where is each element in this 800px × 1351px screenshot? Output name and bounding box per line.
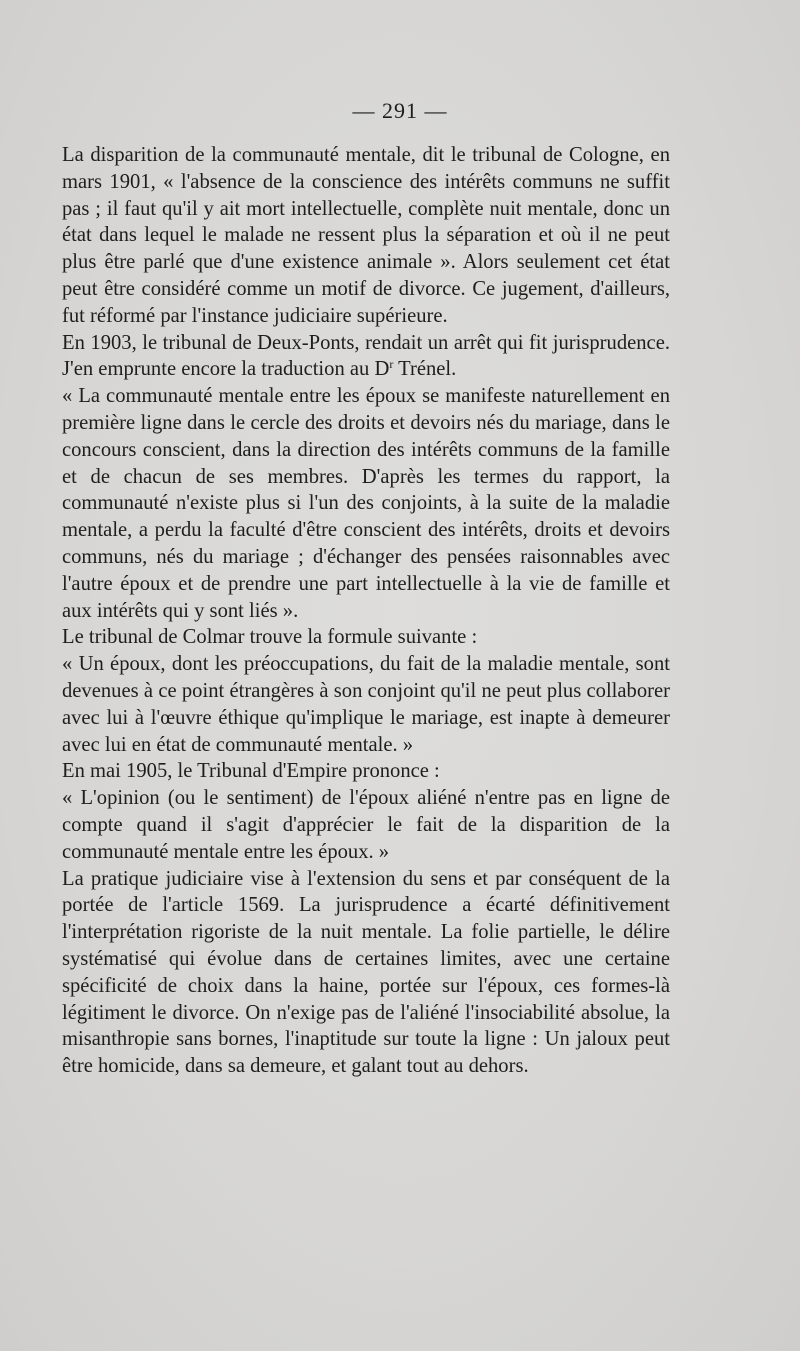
page-text [62,142,670,1080]
paragraph-deux-ponts-end: Trénel. [393,358,457,381]
doctor-abbrev-superscript: r [389,357,394,372]
paragraph-colmar: Le tribunal de Colmar trouve la formule suivante : [62,626,478,649]
paragraph-pratique-judiciaire: La pratique judiciaire vise à l'extension du sens et par conséquent de la portée de l'article 1569. La jurisprudence a écarté définitivement l'interprétation rigoriste de la nuit mentale. La folie partielle, le délire systématisé qui évolue dans de certaines limites, avec une certaine spécificité de choix dans la haine, portée sur l'époux, ces formes-là légitiment le divorce. On n'exige pas de l'aliéné l'insociabilité absolue, la misanthropie sans bornes, l'inaptitude sur toute la ligne : Un jaloux peut être homicide, dans sa demeure, et galant tout au dehors. [62,867,670,1078]
page-number: — 291 — [352,98,448,123]
paragraph-tribunal-empire: En mai 1905, le Tribunal d'Empire prononce : [62,760,440,783]
paragraph-deux-ponts-text: En 1903, le tribunal de Deux-Ponts, rendait un arrêt qui fit jurisprudence. J'en emprunte encore la traduction au D [62,331,670,381]
quote-tribunal-empire: « L'opinion (ou le sentiment) de l'époux aliéné n'entre pas en ligne de compte quand il s'agit d'apprécier le fait de la disparition de la communauté mentale entre les époux. » [62,787,670,863]
paragraph-deux-ponts [62,330,670,384]
quote-communaute-mentale: « La communauté mentale entre les époux se manifeste naturellement en première ligne dans le cercle des droits et devoirs nés du mariage, dans le concours conscient, dans la direction des intérêts communs de la famille et de chacun de ses membres. D'après les termes du rapport, la communauté n'existe plus si l'un des conjoints, à la suite de la maladie mentale, a perdu la faculté d'être conscient des intérêts, droits et devoirs communs, nés du mariage ; d'échanger des pensées raisonnables avec l'autre époux et de prendre une part intellectuelle à la vie de famille et aux intérêts qui y sont liés ». [62,385,670,622]
paragraph-cologne: La disparition de la communauté mentale, dit le tribunal de Cologne, en mars 1901, « l'absence de la conscience des intérêts communs ne suffit pas ; il faut qu'il y ait mort intellectuelle, complète nuit mentale, donc un état dans lequel le malade ne ressent plus la séparation et où il ne peut plus être parlé que d'une existence animale ». Alors seulement cet état peut être considéré comme un motif de divorce. Ce jugement, d'ailleurs, fut réformé par l'instance judiciaire supérieure. [62,144,670,327]
quote-colmar: « Un époux, dont les préoccupations, du fait de la maladie mentale, sont devenues à ce point étrangères à son conjoint qu'il ne peut plus collaborer avec lui à l'œuvre éthique qu'implique le mariage, est inapte à demeurer avec lui en état de communauté mentale. » [62,653,670,756]
